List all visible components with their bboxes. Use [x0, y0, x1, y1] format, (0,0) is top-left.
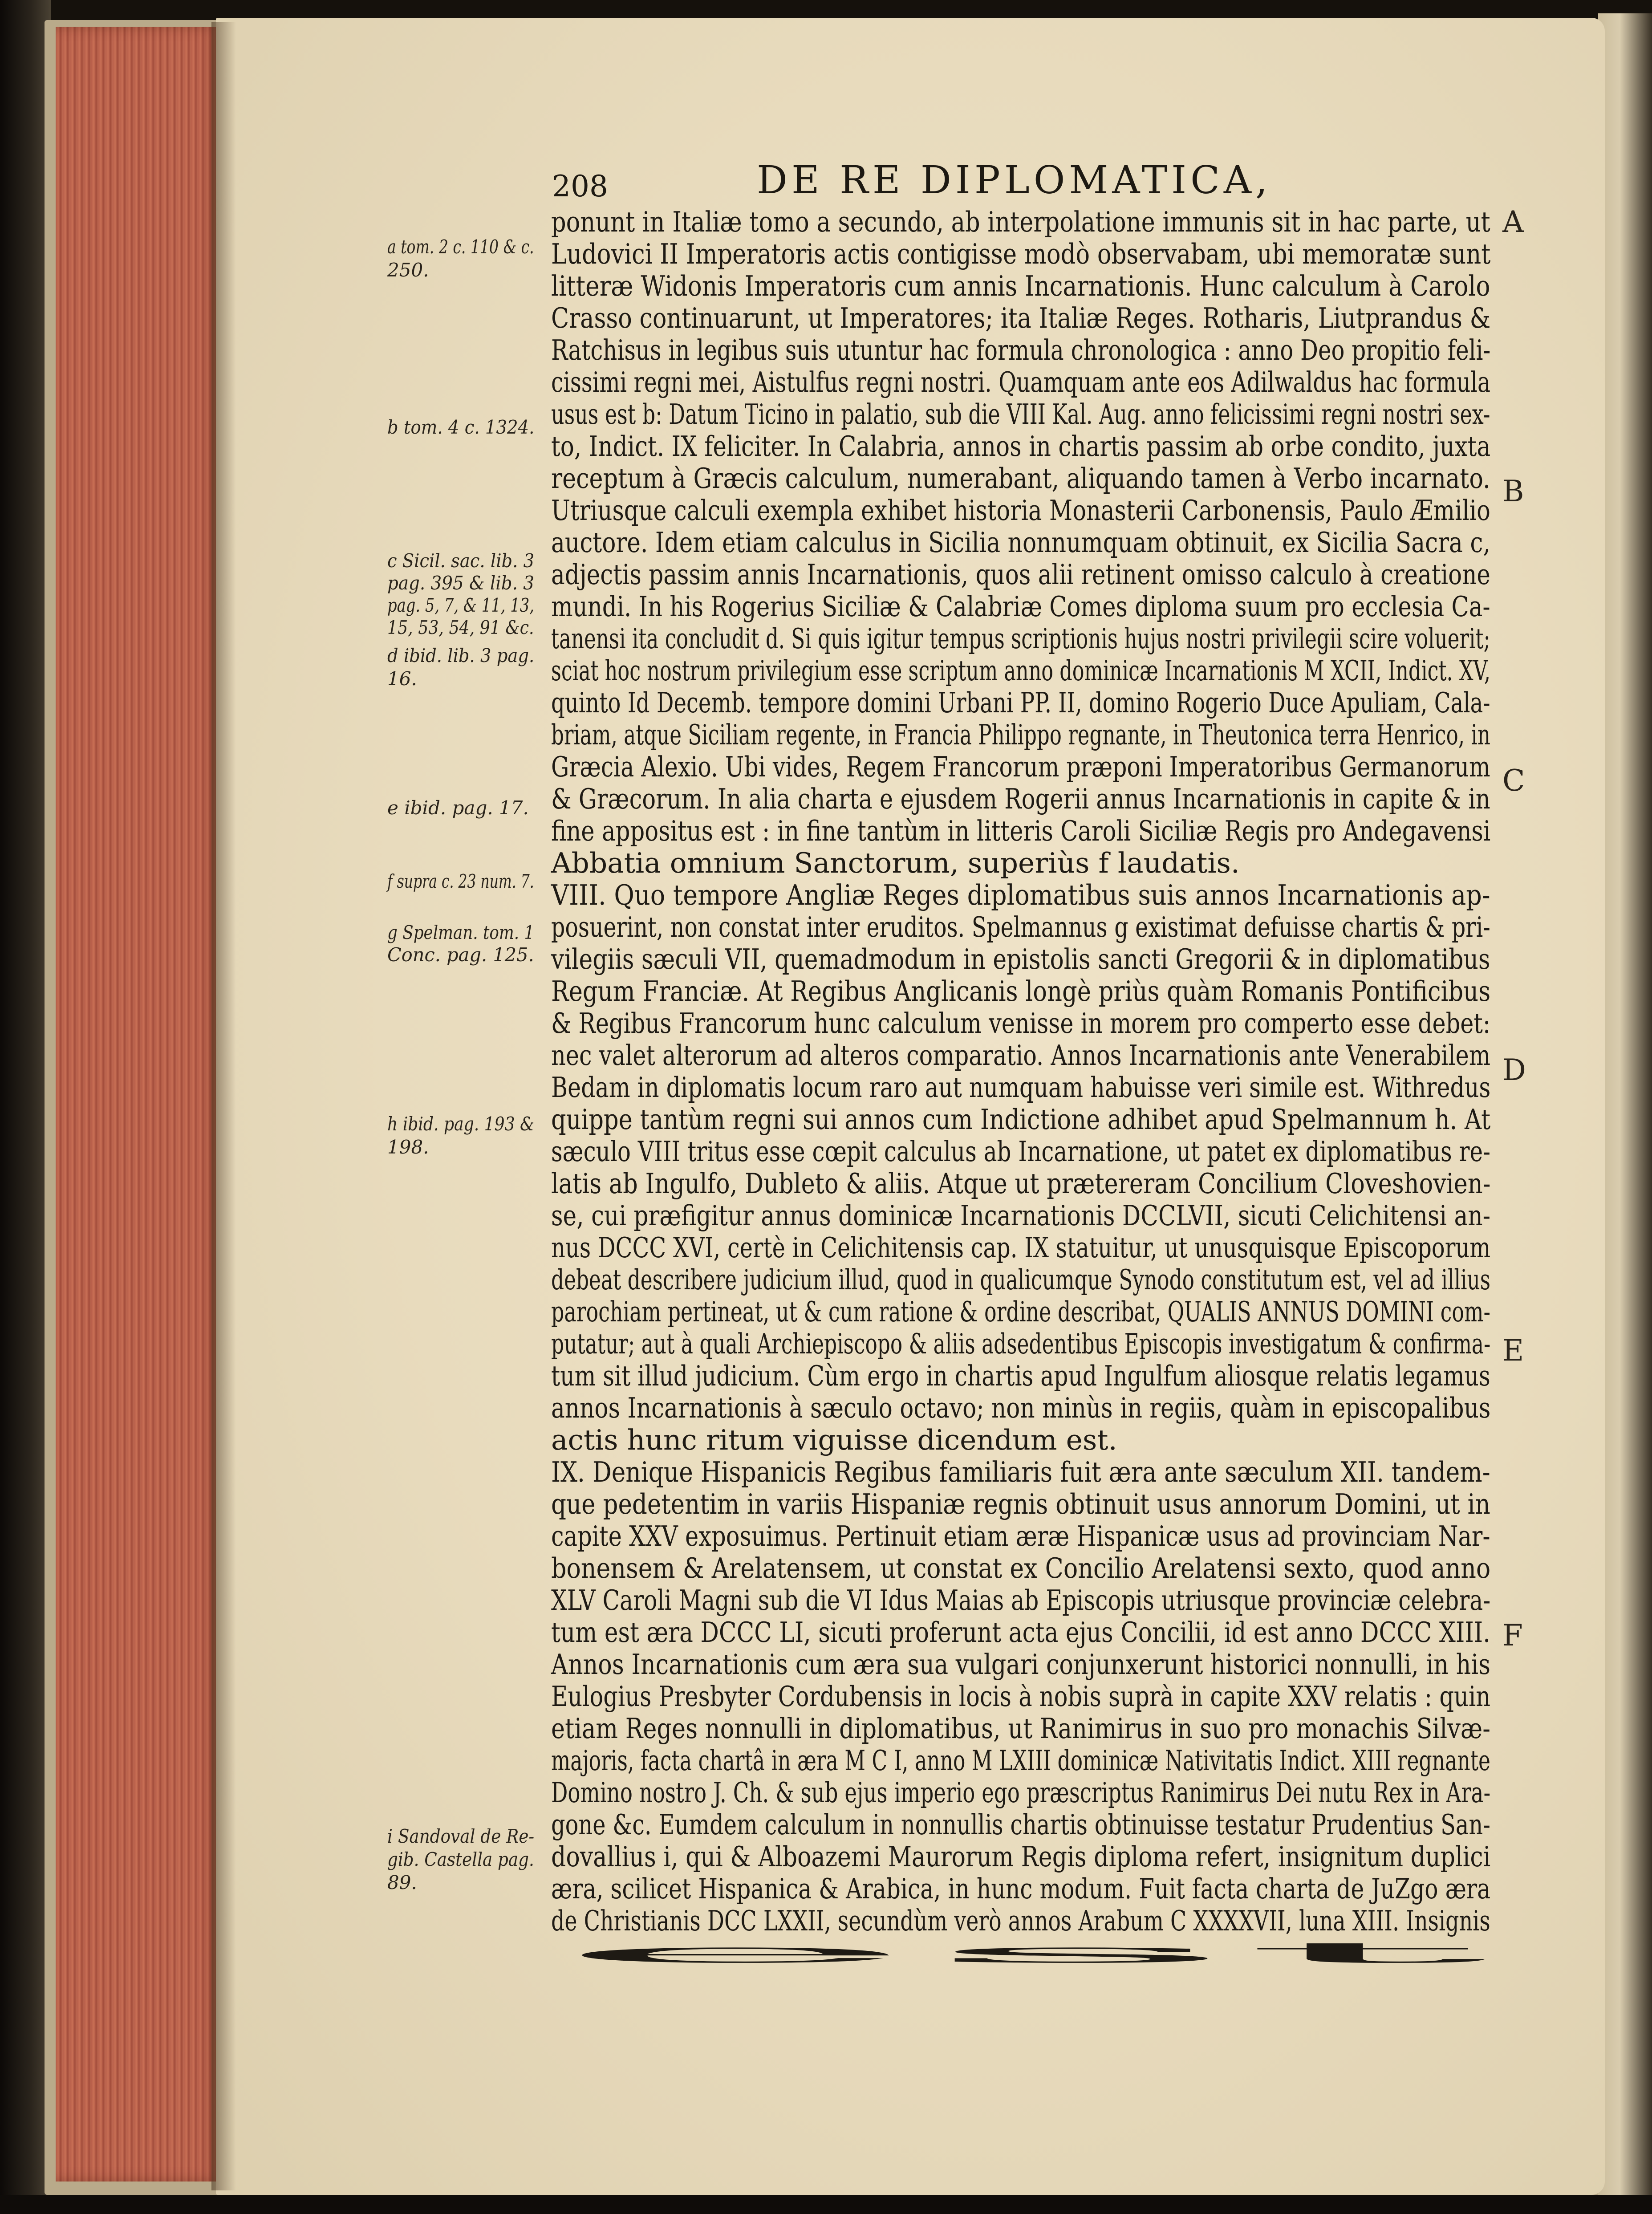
text-line: Bedam in diplomatis locum raro aut numquam habuisse veri simile est. Withredus [551, 1071, 1491, 1104]
text-line: receptum à Græcis calculum, numerabant, aliquando tamen à Verbo incarnato. [551, 462, 1490, 495]
text-line: se, cui præfigitur annus dominicæ Incarnationis DCCLVII, sicuti Celichitensi an- [551, 1199, 1491, 1232]
text-line: posuerint, non constat inter eruditos. Spelmannus g existimat defuisse chartis & pri- [551, 911, 1490, 943]
book-binding [0, 0, 51, 2214]
text-line: de Christianis DCC LXXII, secundùm verò annos Arabum C XXXXVII, luna XIII. Insignis [551, 1905, 1490, 1937]
page-number: 208 [552, 169, 608, 203]
text-line: æra, scilicet Hispanica & Arabica, in hunc modum. Fuit facta charta de JuZgo æra [551, 1873, 1491, 1905]
text-line: IX. Denique Hispanicis Regibus familiaris fuit æra ante sæculum XII. tandem- [551, 1456, 1490, 1488]
margin-note: Conc. pag. 125. [387, 944, 534, 966]
text-line: ponunt in Italiæ tomo a secundo, ab interpolatione immunis sit in hac parte, ut [551, 206, 1490, 238]
margin-note: a tom. 2 c. 110 & c. [387, 236, 534, 258]
text-line: Ratchisus in legibus suis utuntur hac formula chronologica : anno Deo propitio feli- [551, 334, 1491, 366]
text-line: bonensem & Arelatensem, ut constat ex Concilio Arelatensi sexto, quod anno [551, 1552, 1491, 1584]
text-line: cissimi regni mei, Aistulfus regni nostri. Quamquam ante eos Adilwaldus hac formula [551, 366, 1490, 398]
text-line: mundi. In his Rogerius Siciliæ & Calabriæ Comes diploma suum pro ecclesia Ca- [551, 590, 1490, 623]
text-line: annos Incarnationis à sæculo octavo; non minùs in regiis, quàm in episcopalibus [551, 1392, 1491, 1424]
text-line: tanensi ita concludit d. Si quis igitur tempus scriptionis hujus nostri privilegii scire voluerit; [551, 622, 1490, 655]
text-line: putatur; aut à quali Archiepiscopo & aliis adsedentibus Episcopis investigatum & confirma- [551, 1328, 1491, 1360]
margin-note: 15, 53, 54, 91 &c. [387, 617, 534, 638]
text-line: Crasso continuarunt, ut Imperatores; ita Italiæ Reges. Rotharis, Liutprandus & [551, 302, 1491, 334]
text-line: & Græcorum. In alia charta e ejusdem Rogerii annus Incarnationis in capite & in [551, 783, 1490, 815]
text-line: est [551, 1937, 1490, 1969]
text-line: sæculo VIII tritus esse cœpit calculus ab Incarnatione, ut patet ex diplomatibus re- [551, 1135, 1490, 1168]
text-line: adjectis passim annis Incarnationis, quos alii retinent omisso calculo à creatione [551, 558, 1490, 591]
margin-note: 250. [387, 259, 429, 281]
facing-page-edge [1598, 13, 1652, 2195]
margin-note: i Sandoval de Re- [387, 1825, 535, 1847]
text-line: majoris, facta chartâ in æra M C I, anno M LXIII dominicæ Nativitatis Indict. XIII regnante [551, 1744, 1491, 1777]
section-marker: B [1502, 474, 1524, 508]
text-line: Abbatia omnium Sanctorum, superiùs f laudatis. [551, 847, 1240, 879]
page-edges [56, 27, 220, 2182]
text-line: gone &c. Eumdem calculum in nonnullis chartis obtinuisse testatur Prudentius San- [551, 1808, 1490, 1841]
text-line: tum est æra DCCC LI, sicuti proferunt acta ejus Concilii, id est anno DCCC XIII. [551, 1616, 1490, 1649]
text-line: latis ab Ingulfo, Dubleto & aliis. Atque ut prætereram Concilium Cloveshovien- [551, 1167, 1491, 1200]
text-line: sciat hoc nostrum privilegium esse scriptum anno dominicæ Incarnationis M XCII, Indict. XV, [551, 654, 1491, 687]
margin-note: 198. [387, 1136, 429, 1158]
margin-note: gib. Castella pag. [387, 1848, 534, 1870]
text-line: VIII. Quo tempore Angliæ Reges diplomatibus suis annos Incarnationis ap- [551, 879, 1490, 911]
section-marker: C [1502, 764, 1525, 798]
text-line: usus est b: Datum Ticino in palatio, sub die VIII Kal. Aug. anno felicissimi regni nostri sex- [551, 398, 1490, 431]
margin-note: b tom. 4 c. 1324. [387, 416, 535, 438]
text-line: quinto Id Decemb. tempore domini Urbani PP. II, domino Rogerio Duce Apuliam, Cala- [551, 687, 1490, 719]
text-line: to, Indict. IX feliciter. In Calabria, annos in chartis passim ab orbe condito, juxta [551, 430, 1491, 463]
margin-note: pag. 395 & lib. 3 [387, 572, 534, 594]
text-line: Græcia Alexio. Ubi vides, Regem Francorum præponi Imperatoribus Germanorum [551, 751, 1490, 783]
text-line: parochiam pertineat, ut & cum ratione & ordine describat, QUALIS ANNUS DOMINI com- [551, 1296, 1491, 1328]
section-marker: E [1502, 1333, 1524, 1368]
text-line: capite XXV exposuimus. Pertinuit etiam æræ Hispanicæ usus ad provinciam Nar- [551, 1520, 1490, 1552]
section-marker: F [1502, 1618, 1523, 1653]
text-line: & Regibus Francorum hunc calculum venisse in morem pro comperto esse debet: [551, 1007, 1491, 1040]
text-line: tum sit illud judicium. Cùm ergo in chartis apud Ingulfum aliosque relatis legamus [551, 1360, 1490, 1392]
text-line: fine appositus est : in fine tantùm in litteris Caroli Siciliæ Regis pro Andegavensi [551, 815, 1491, 847]
text-line: briam, atque Siciliam regente, in Francia Philippo regnante, in Theutonica terra Henrico, in [551, 719, 1490, 751]
text-line: nec valet alterorum ad alteros comparatio. Annos Incarnationis ante Venerabilem [551, 1039, 1491, 1072]
text-line: litteræ Widonis Imperatoris cum annis Incarnationis. Hunc calculum à Carolo [551, 270, 1490, 302]
text-line: Utriusque calculi exempla exhibet historia Monasterii Carbonensis, Paulo Æmilio [551, 494, 1490, 527]
section-marker: D [1502, 1053, 1526, 1087]
text-line: etiam Reges nonnulli in diplomatibus, ut Ranimirus in suo pro monachis Silvæ- [551, 1712, 1491, 1745]
text-line: que pedetentim in variis Hispaniæ regnis obtinuit usus annorum Domini, ut in [551, 1488, 1490, 1520]
text-line: XLV Caroli Magni sub die VI Idus Maias ab Episcopis utriusque provinciæ celebra- [551, 1584, 1491, 1617]
text-line: quippe tantùm regni sui annos cum Indictione adhibet apud Spelmannum h. At [551, 1103, 1491, 1136]
margin-note: c Sicil. sac. lib. 3 [387, 550, 535, 572]
text-line: auctore. Idem etiam calculus in Sicilia nonnumquam obtinuit, ex Sicilia Sacra c, [551, 526, 1490, 559]
text-line: nus DCCC XVI, certè in Celichitensis cap. IX statuitur, ut unusquisque Episcoporum [551, 1231, 1491, 1264]
margin-note: 89. [387, 1872, 417, 1893]
section-marker: A [1502, 205, 1524, 239]
background-strip [0, 2195, 1652, 2214]
margin-note: pag. 5, 7, & 11, 13, [387, 594, 535, 616]
text-line: vilegiis sæculi VII, quemadmodum in epistolis sancti Gregorii & in diplomatibus [551, 943, 1490, 975]
margin-note: g Spelman. tom. 1 [387, 922, 535, 943]
text-line: Eulogius Presbyter Cordubensis in locis à nobis suprà in capite XXV relatis : quin [551, 1680, 1491, 1713]
margin-note: f supra c. 23 num. 7. [387, 870, 534, 892]
running-head: DE RE DIPLOMATICA, [757, 158, 1272, 203]
text-line: debeat describere judicium illud, quod in qualicumque Synodo constitutum est, vel ad illius [551, 1263, 1491, 1296]
text-line: actis hunc ritum viguisse dicendum est. [551, 1424, 1117, 1456]
margin-note: d ibid. lib. 3 pag. [387, 645, 535, 666]
margin-note: e ibid. pag. 17. [387, 797, 529, 819]
text-line: dovallius i, qui & Alboazemi Maurorum Regis diploma refert, insignitum duplici [551, 1840, 1491, 1873]
text-line: Ludovici II Imperatoris actis contigisse modò observabam, ubi memoratæ sunt [551, 238, 1491, 270]
text-line: Annos Incarnationis cum æra sua vulgari conjunxerunt historici nonnulli, in his [551, 1648, 1491, 1681]
gutter-shadow [211, 22, 236, 2190]
margin-note: h ibid. pag. 193 & [387, 1113, 535, 1135]
text-line: Regum Franciæ. At Regibus Anglicanis longè priùs quàm Romanis Pontificibus [551, 975, 1491, 1007]
margin-note: 16. [387, 668, 417, 690]
text-line: Domino nostro J. Ch. & sub ejus imperio ego præscriptus Ranimirus Dei nutu Rex in Ara- [551, 1776, 1491, 1809]
